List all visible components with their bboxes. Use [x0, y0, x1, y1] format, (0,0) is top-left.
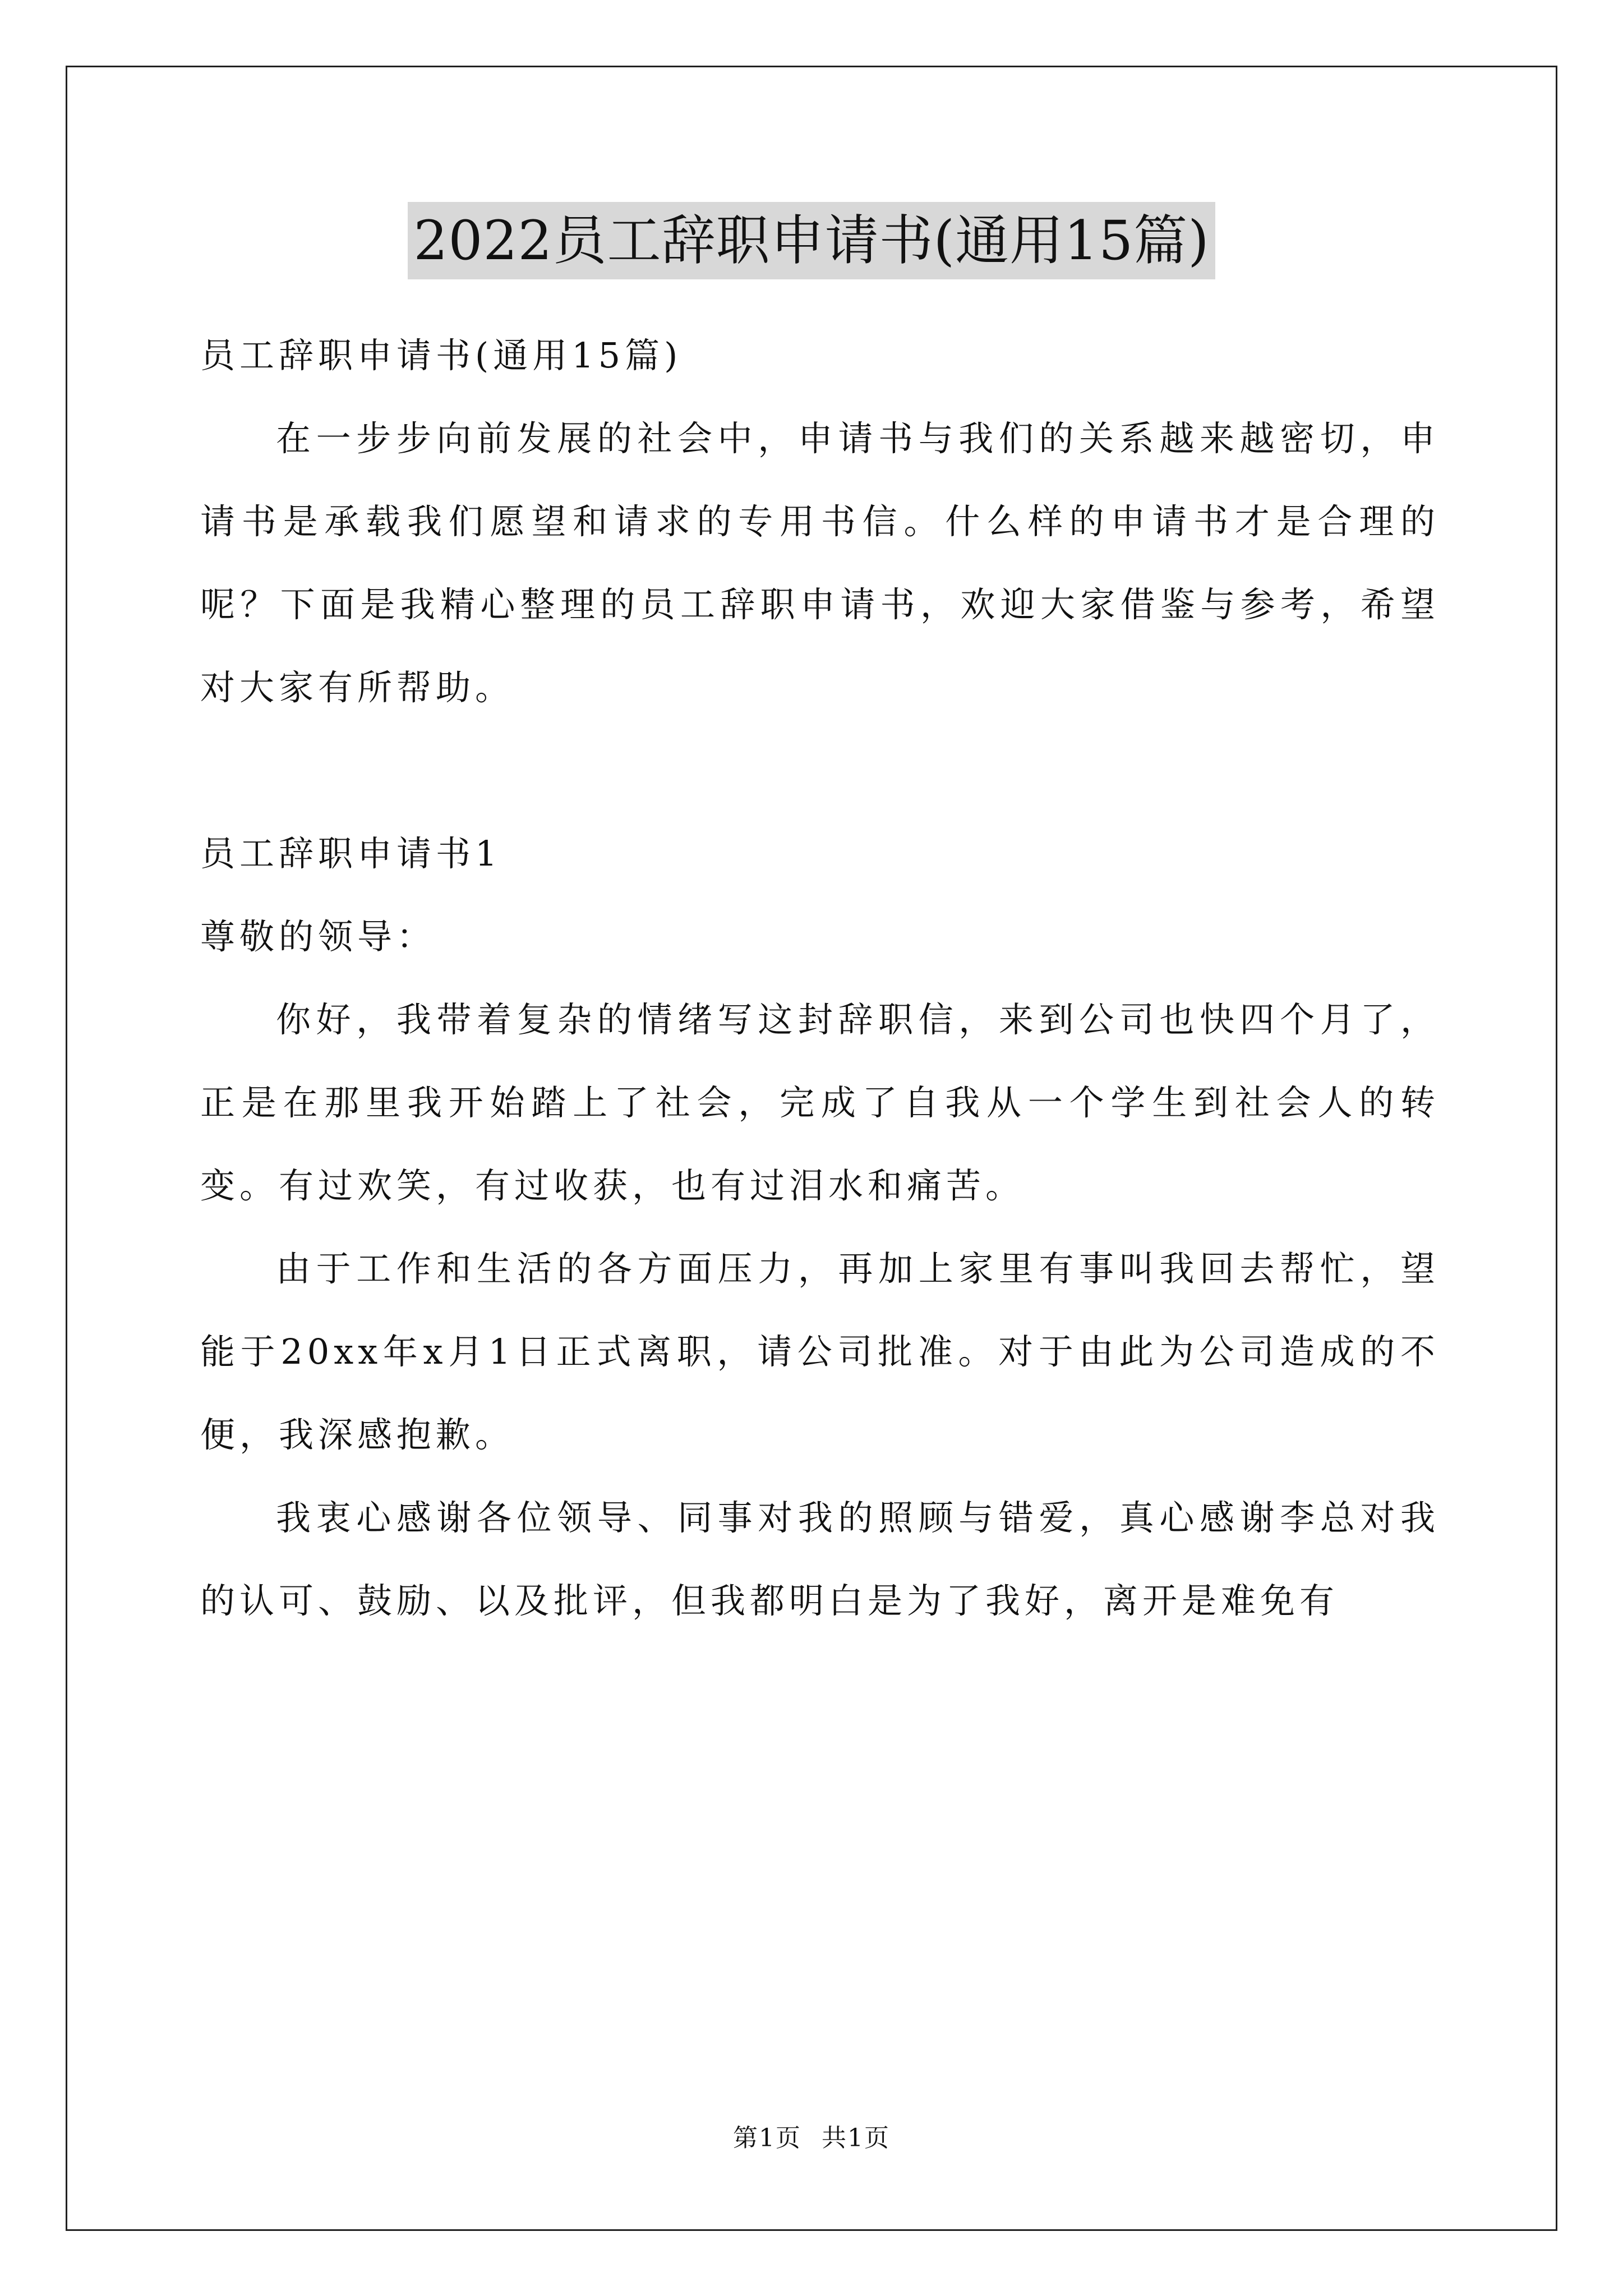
page-number-total: 共1页 — [822, 2124, 890, 2152]
body-paragraph-1: 你好，我带着复杂的情绪写这封辞职信，来到公司也快四个月了，正是在那里我开始踏上了社会，完成了自我从一个学生到社会人的转变。有过欢笑，有过收获，也有过泪水和痛苦。 — [200, 999, 1440, 1206]
section-heading: 员工辞职申请书1 — [200, 833, 502, 874]
document-body — [200, 314, 1440, 1642]
salutation: 尊敬的领导： — [200, 916, 436, 957]
intro-paragraph: 在一步步向前发展的社会中，申请书与我们的关系越来越密切，申请书是承载我们愿望和请求的专用书信。什么样的申请书才是合理的呢？下面是我精心整理的员工辞职申请书，欢迎大家借鉴与参考，希望对大家有所帮助。 — [200, 418, 1440, 708]
body-paragraph-3: 我衷心感谢各位领导、同事对我的照顾与错爱，真心感谢李总对我的认可、鼓励、以及批评，但我都明白是为了我好，离开是难免有 — [200, 1497, 1440, 1621]
spacer — [200, 729, 1440, 812]
document-title: 2022员工辞职申请书(通用15篇) — [408, 202, 1215, 279]
title-container — [0, 202, 1623, 279]
page-footer — [0, 2118, 1623, 2154]
subtitle: 员工辞职申请书(通用15篇) — [200, 335, 683, 376]
body-paragraph-2: 由于工作和生活的各方面压力，再加上家里有事叫我回去帮忙，望能于20xx年x月1日正式离职，请公司批准。对于由此为公司造成的不便，我深感抱歉。 — [200, 1248, 1440, 1455]
page-number-current: 第1页 — [733, 2124, 801, 2152]
